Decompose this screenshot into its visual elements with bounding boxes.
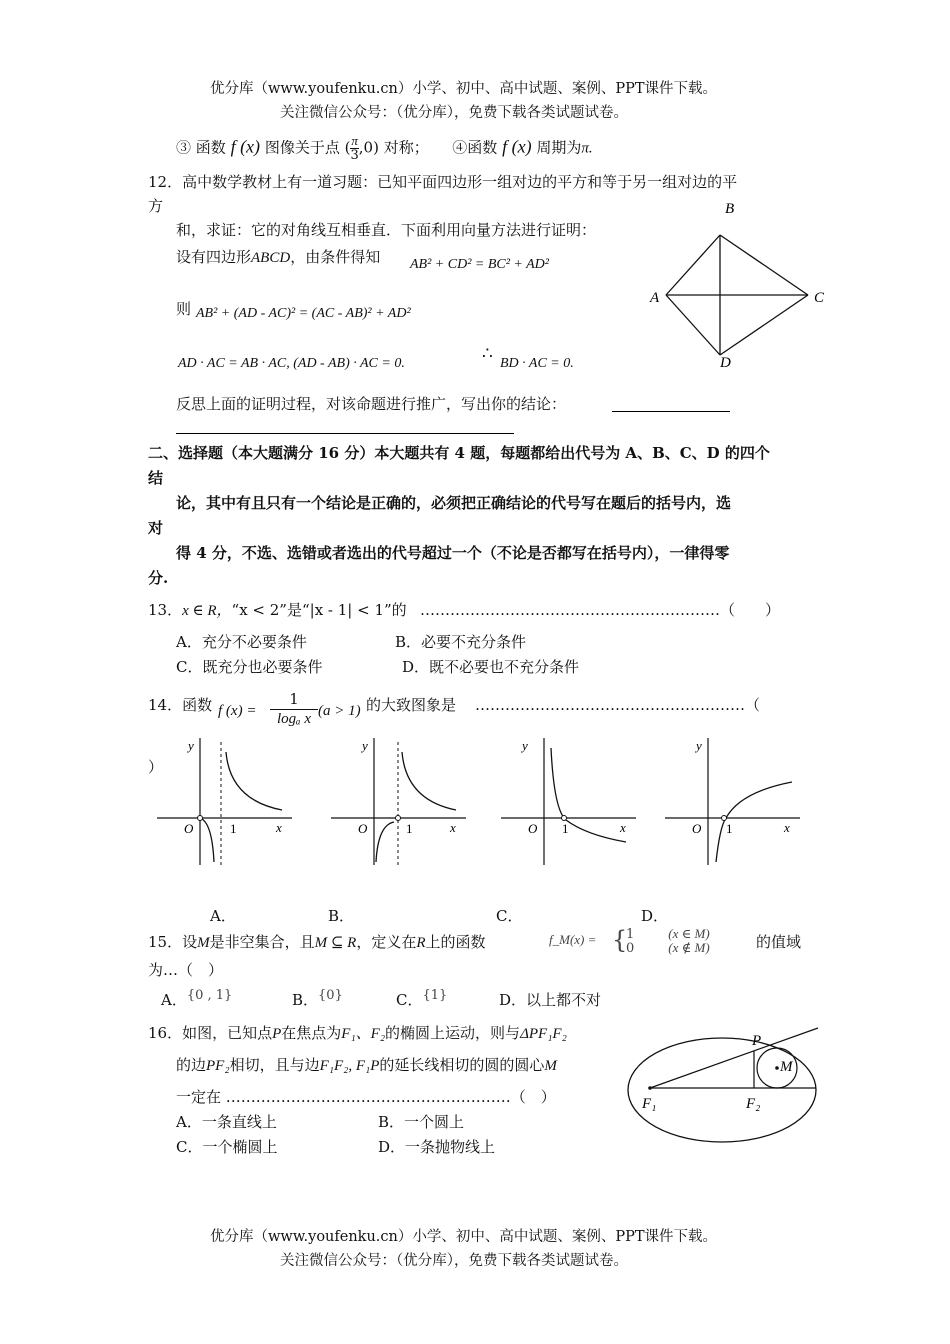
- y-label: y: [696, 738, 702, 753]
- set-m: M: [197, 935, 210, 951]
- graph-c: [496, 730, 646, 870]
- label-m: M: [780, 1059, 793, 1075]
- vertex-label-a: A: [650, 290, 660, 306]
- q16-text-f: 的延长线相切的圆的圆心: [379, 1056, 545, 1074]
- q14-dots: ………………………………………………（: [475, 696, 761, 714]
- section2-line-3: 得 4 分，不选、选错或者选出的代号超过一个（不论是否都写在括号内），一律得零: [176, 544, 730, 562]
- origin-label: O: [184, 821, 194, 836]
- q14-close-paren: ）: [148, 758, 164, 776]
- q15-option-c[interactable]: [396, 989, 447, 1010]
- header-line-1: 优分库（www.youfenku.cn）小学、初中、高中试题、案例、PPT课件下载。: [210, 81, 718, 97]
- section2-wrap-2: 对: [148, 519, 164, 537]
- section2-wrap-1: 结: [148, 469, 164, 487]
- set-r: R: [416, 935, 426, 951]
- one-label: 1: [406, 821, 413, 836]
- y-label: y: [522, 738, 528, 753]
- section-divider: [176, 433, 514, 434]
- x-label: x: [784, 820, 790, 835]
- vertex-label-c: C: [814, 290, 825, 306]
- label-f1: F₁: [642, 1096, 657, 1112]
- q16-line-2: [176, 1054, 557, 1075]
- piecewise-cases: [626, 927, 710, 955]
- vector-equation-4: BD · AC = 0.: [500, 356, 574, 371]
- edges: F₁F₂, F₁P: [319, 1058, 380, 1074]
- one-label: 1: [562, 821, 569, 836]
- focus-f1-dot: [648, 1086, 652, 1090]
- q16-option-a[interactable]: A．一条直线上: [176, 1113, 277, 1131]
- option-c-value: {1}: [422, 988, 448, 1003]
- pi-over-3-fraction: [350, 134, 358, 163]
- q14-denominator: logₐ x: [277, 711, 311, 727]
- case-1-value: 1: [626, 927, 635, 942]
- point-p: P: [272, 1026, 282, 1042]
- q16-text-d: 的边: [176, 1056, 207, 1074]
- q15-text-b: 是非空集合，且: [209, 933, 315, 951]
- item4-text-b: 周期为: [536, 138, 582, 157]
- open-point: [562, 816, 567, 821]
- item3-text-c: 对称；: [383, 138, 429, 157]
- vertex-label-d: D: [720, 355, 731, 371]
- q12-text-b: ，由条件得知: [290, 248, 381, 266]
- subset-relation: M ⊆ R: [314, 935, 357, 951]
- q13-dots: ……………………………………………………（ ）: [420, 601, 781, 619]
- q12-text: 设有四边形: [176, 248, 252, 266]
- q16-line-1: [148, 1022, 567, 1043]
- item3-text-a: ③ 函数: [176, 138, 226, 157]
- origin-label: O: [358, 821, 368, 836]
- q15-text-e: 的值域: [756, 933, 802, 951]
- fraction-numerator: π: [351, 133, 358, 148]
- edge-cd: [720, 295, 808, 355]
- x-label: x: [450, 820, 456, 835]
- case-2: [626, 941, 710, 955]
- one-label: 1: [230, 821, 237, 836]
- case-2-value: 0: [626, 941, 635, 956]
- label-p: P: [752, 1033, 762, 1049]
- open-point: [722, 816, 727, 821]
- q15-option-a[interactable]: [161, 989, 232, 1010]
- edge-ab: [666, 235, 720, 295]
- q14-option-b[interactable]: B．: [328, 907, 355, 925]
- q12-then: 则: [176, 300, 192, 318]
- q14-option-a[interactable]: A．: [210, 907, 236, 925]
- item3-fx: f (x): [230, 136, 261, 157]
- vector-equation-1: AB² + CD² = BC² + AD²: [410, 257, 549, 272]
- q16-text-e: 相切，且与边: [229, 1056, 320, 1074]
- case-2-condition: (x ∉ M): [668, 940, 710, 955]
- center-m-dot: [775, 1066, 779, 1070]
- q13-number: 13．: [148, 601, 183, 619]
- graph-d: [660, 730, 810, 870]
- item3-text-b: 图像关于点: [264, 138, 340, 157]
- quadrilateral-name: ABCD: [251, 250, 291, 266]
- q12-line-2: 和，求证：它的对角线互相垂直．下面利用向量方法进行证明：: [176, 221, 597, 239]
- item4-period: π.: [581, 140, 593, 157]
- q13-option-a[interactable]: A．充分不必要条件: [176, 633, 307, 651]
- q12-line-3: [176, 246, 380, 267]
- therefore-symbol: ∴: [482, 344, 493, 364]
- q15-stem: [148, 931, 486, 952]
- graph-b: [326, 730, 476, 870]
- option-c-label: C．: [396, 991, 423, 1009]
- foci: F₁、F₂: [341, 1026, 386, 1042]
- one-label: 1: [726, 821, 733, 836]
- q13-question: “x < 2”是“|x - 1| < 1”的: [231, 601, 407, 619]
- curve-left-branch: [200, 818, 214, 862]
- option-a-value: {0 , 1}: [186, 988, 233, 1003]
- item3-point-close: ,0): [358, 138, 379, 157]
- side-pf2: PF₂: [206, 1058, 230, 1074]
- q16-text-b: 在焦点为: [281, 1024, 342, 1042]
- option-a-label: A．: [161, 991, 187, 1009]
- option-b-value: {0}: [318, 988, 343, 1003]
- q14-condition: (a > 1): [318, 703, 361, 719]
- q15-text-d: 上的函数: [425, 933, 486, 951]
- q15-text-f: 为…（ ）: [148, 961, 224, 979]
- item4-text-a: ④函数: [452, 138, 498, 157]
- item3-point-open: (: [344, 138, 351, 157]
- vertex-label-b: B: [725, 201, 735, 217]
- label-f2: F₂: [746, 1096, 761, 1112]
- edge-da: [666, 295, 720, 355]
- center-m: M: [544, 1058, 557, 1074]
- piecewise-function-label: f_M(x) =: [549, 932, 597, 947]
- q12-reflect: 反思上面的证明过程，对该命题进行推广，写出你的结论：: [176, 395, 567, 413]
- open-point: [198, 816, 203, 821]
- q15-option-d[interactable]: D．以上都不对: [499, 991, 602, 1009]
- q14-option-d[interactable]: D．: [641, 907, 669, 925]
- curve-right-branch: [402, 752, 456, 810]
- fraction-denominator: 3: [350, 148, 359, 163]
- q14-numerator: 1: [270, 690, 318, 710]
- edge-bc: [720, 235, 808, 295]
- section2-wrap-3: 分.: [148, 569, 169, 587]
- item-3-line: [176, 134, 593, 163]
- case-1-condition: (x ∈ M): [668, 926, 710, 941]
- piecewise-brace: {: [612, 926, 628, 954]
- option-b-label: B．: [292, 991, 319, 1009]
- footer-line-2: 关注微信公众号：（优分库），免费下载各类试题试卷。: [280, 1253, 628, 1269]
- q16-option-b[interactable]: B．一个圆上: [378, 1113, 465, 1131]
- vector-equation-2: AB² + (AD - AC)² = (AC - AB)² + AD²: [196, 306, 411, 321]
- section2-line-2: 论，其中有且只有一个结论是正确的，必须把正确结论的代号写在题后的括号内，选: [176, 494, 732, 512]
- graph-a: [152, 730, 302, 870]
- q14-fraction: [270, 690, 318, 729]
- q16-line-3: 一定在 …………………………………………………（ ）: [176, 1088, 556, 1106]
- section2-line-1: 二、选择题（本大题满分 16 分）本大题共有 4 题，每题都给出代号为 A、B、C、D 的四个: [148, 444, 770, 462]
- q14-fx: f (x) =: [218, 703, 257, 719]
- header-line-2: 关注微信公众号：（优分库），免费下载各类试题试卷。: [280, 105, 628, 121]
- x-label: x: [620, 820, 626, 835]
- y-label: y: [362, 738, 368, 753]
- curve-right-branch: [226, 752, 282, 810]
- q13-option-b[interactable]: B．必要不充分条件: [395, 633, 527, 651]
- triangle: ΔPF₁F₂: [520, 1026, 567, 1042]
- q16-text-c: 的椭圆上运动，则与: [385, 1024, 521, 1042]
- q12-wrap: 方: [148, 197, 164, 215]
- quadrilateral-figure: [640, 195, 840, 375]
- q15-text-c: ，定义在: [356, 933, 417, 951]
- vector-equation-3: AD · AC = AB · AC, (AD - AB) · AC = 0.: [178, 356, 405, 371]
- open-point: [396, 816, 401, 821]
- q16-option-c[interactable]: C．一个椭圆上: [176, 1138, 278, 1156]
- q13-stem: [148, 599, 407, 620]
- y-label: y: [188, 738, 194, 753]
- q12-line-1: 12．高中数学教材上有一道习题：已知平面四边形一组对边的平方和等于另一组对边的平: [148, 173, 738, 191]
- origin-label: O: [528, 821, 538, 836]
- q14-tail: 的大致图象是: [366, 696, 457, 714]
- q14-number: 14．函数: [148, 696, 213, 714]
- q14-option-c[interactable]: C．: [496, 907, 523, 925]
- q15-option-b[interactable]: [292, 989, 343, 1010]
- q13-option-d[interactable]: D．既不必要也不充分条件: [402, 658, 580, 676]
- answer-blank[interactable]: [612, 411, 730, 412]
- q13-option-c[interactable]: C．既充分也必要条件: [176, 658, 323, 676]
- q13-condition: x ∈ R，: [182, 603, 232, 619]
- q16-option-d[interactable]: D．一条抛物线上: [378, 1138, 496, 1156]
- item4-fx: f (x): [502, 136, 532, 157]
- q15-text-a: 15．设: [148, 933, 198, 951]
- origin-label: O: [692, 821, 702, 836]
- ellipse: [628, 1038, 816, 1142]
- line-f1p-extended: [650, 1028, 818, 1088]
- curve-left-branch: [376, 822, 394, 862]
- case-1: [626, 927, 710, 941]
- q16-text-a: 16．如图，已知点: [148, 1024, 273, 1042]
- footer-line-1: 优分库（www.youfenku.cn）小学、初中、高中试题、案例、PPT课件下载。: [210, 1229, 718, 1245]
- x-label: x: [276, 820, 282, 835]
- ellipse-figure: [620, 1020, 825, 1145]
